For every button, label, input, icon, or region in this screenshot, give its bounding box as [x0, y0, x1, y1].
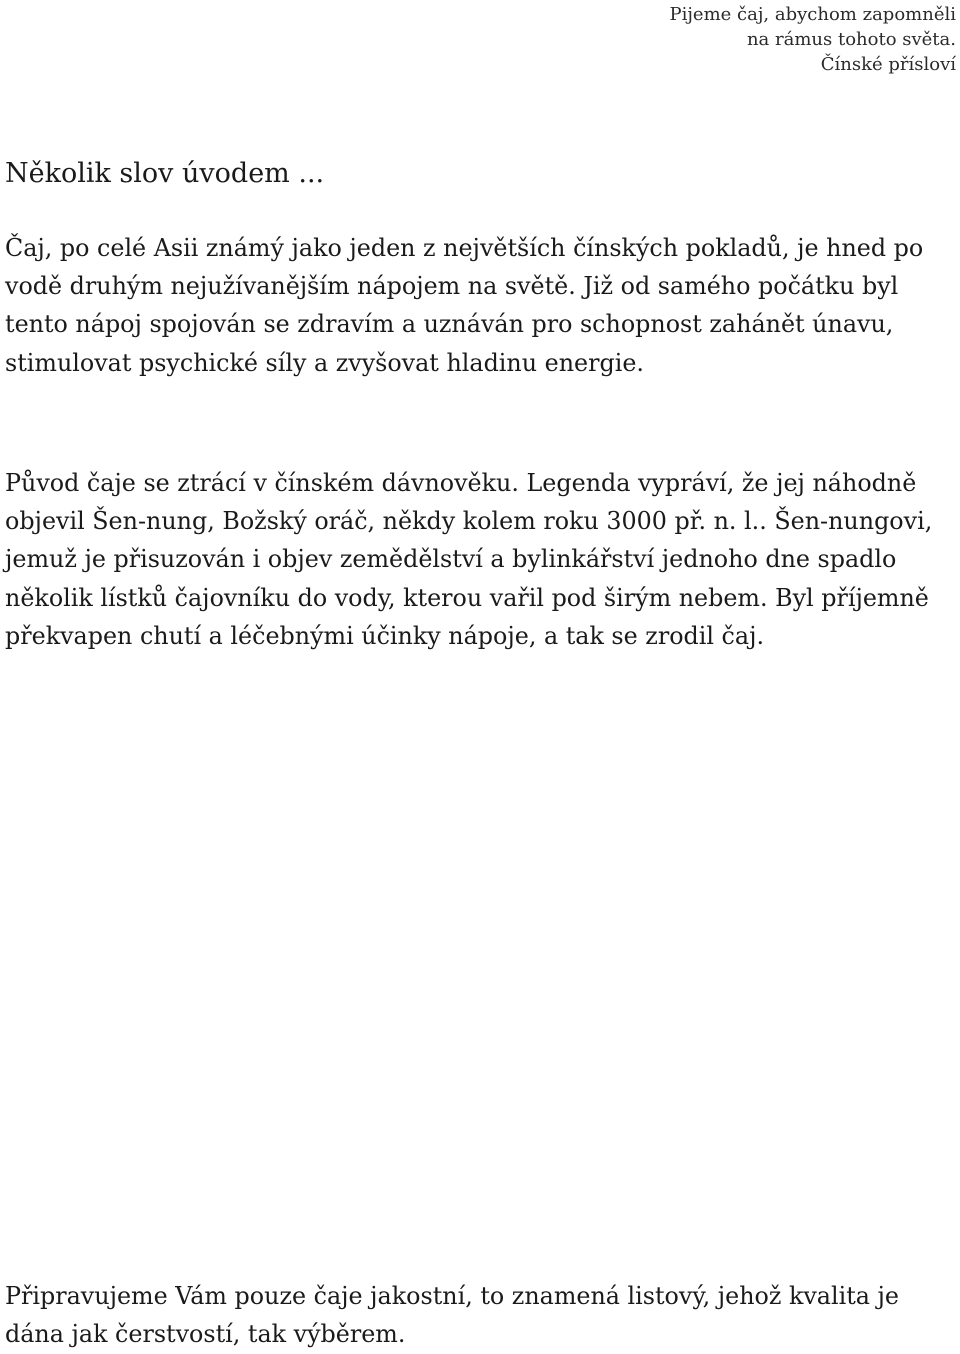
- epigraph-line-2: na rámus tohoto světa.: [746, 29, 956, 50]
- section-heading: Několik slov úvodem ...: [5, 158, 325, 189]
- epigraph: [516, 2, 956, 77]
- paragraph-intro: Čaj, po celé Asii známý jako jeden z největších čínských pokladů, je hned po vodě druhým nejužívanějším nápojem na světě. Již od samého počátku byl tento nápoj spojován se zdravím a uznáván pro schopnost zahánět únavu, stimulovat psychické síly a zvyšovat hladinu energie.: [5, 234, 924, 377]
- epigraph-attribution: Čínské přísloví: [820, 54, 956, 75]
- paragraph-origin: Původ čaje se ztrácí v čínském dávnověku. Legenda vypráví, že jej náhodně objevil Šen-nung, Božský oráč, někdy kolem roku 3000 př. n. l.. Šen-nungovi, jemuž je přisuzován i objev zemědělství a bylinkářství jednoho dne spadlo několik lístků čajovníku do vody, kterou vařil pod širým nebem. Byl příjemně překvapen chutí a léčebnými účinky nápoje, a tak se zrodil čaj.: [5, 469, 933, 650]
- epigraph-line-1: Pijeme čaj, abychom zapomněli: [669, 4, 956, 25]
- paragraph-quality: Připravujeme Vám pouze čaje jakostní, to znamená listový, jehož kvalita je dána jak čerstvostí, tak výběrem.: [5, 1282, 899, 1349]
